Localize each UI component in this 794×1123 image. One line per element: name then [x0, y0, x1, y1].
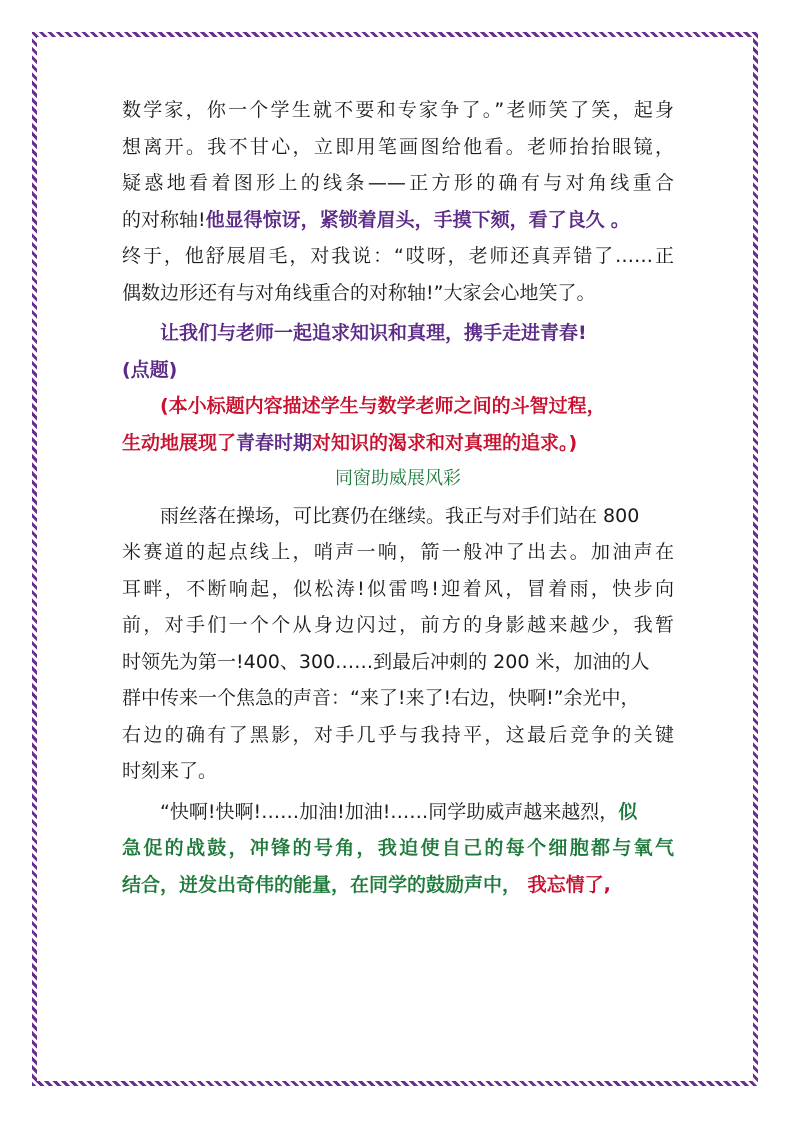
paragraph-cheer	[122, 794, 674, 904]
commentary-block	[122, 388, 674, 461]
text-line: 数学家，你一个学生就不要和专家争了。”老师笑了笑，起身	[122, 99, 674, 121]
highlight-green: 结合，迸发出奇伟的能量，在同学的鼓励声中，	[122, 873, 522, 896]
document-body	[122, 92, 674, 903]
highlight-purple-end: 。	[610, 208, 630, 231]
text-line: 右边的确有了黑影，对手几乎与我持平，这最后竞争的关键	[122, 723, 674, 746]
text-plain: 的对称轴!	[122, 208, 206, 231]
text-line: 时刻来了。	[122, 760, 218, 782]
text-line: 群中传来一个焦急的声音：“来了!来了!右边，快啊!”余光中，	[122, 687, 640, 709]
comment-line: (本小标题内容描述学生与数学老师之间的斗智过程，	[160, 395, 606, 417]
paragraph-teacher-debate	[122, 92, 674, 311]
text-line: 急促的战鼓，冲锋的号角，我迫使自己的每个细胞都与氧气	[122, 837, 674, 859]
text-line: 前，对手们一个个从身边闪过，前方的身影越来越少，我暂	[122, 614, 674, 636]
text-plain: “快啊!快啊!……加油!加油!……同学助威声越来越烈，	[160, 800, 619, 823]
comment-red: )	[568, 431, 578, 454]
theme-tag: (点题)	[122, 358, 178, 381]
text-line: 耳畔，不断响起，似松涛!似雷鸣!迎着风，冒着雨，快步向	[122, 577, 674, 600]
text-line: 终于，他舒展眉毛，对我说：“哎呀，老师还真弄错了……正	[122, 245, 674, 267]
section-subtitle: 同窗助威展风彩	[335, 468, 461, 489]
text-line: 雨丝落在操场，可比赛仍在继续。我正与对手们站在 800	[160, 504, 640, 527]
theme-line: 让我们与老师一起追求知识和真理，携手走进青春!	[160, 322, 587, 344]
text-line: 疑惑地看着图形上的线条——正方形的确有与对角线重合	[122, 172, 674, 194]
comment-line	[122, 425, 674, 462]
highlight-green: 似	[618, 800, 638, 823]
paragraph-race	[122, 498, 674, 790]
text-line	[122, 202, 674, 239]
highlight-purple: 他显得惊讶，紧锁着眉头，手摸下颏，看了良久	[205, 208, 605, 231]
text-line: 想离开。我不甘心，立即用笔画图给他看。老师抬抬眼镜，	[122, 135, 674, 158]
text-line: 时领先为第一!400、300……到最后冲刺的 200 米，加油的人	[122, 650, 650, 673]
comment-purple: 青春时期	[236, 431, 313, 454]
text-line: 偶数边形还有与对角线重合的对称轴!”大家会心地笑了。	[122, 281, 596, 304]
text-line: 米赛道的起点线上，哨声一响，箭一般冲了出去。加油声在	[122, 541, 674, 563]
text-line	[122, 867, 674, 904]
text-line	[122, 794, 674, 831]
comment-red: 对知识的渴求和对真理的追求。	[312, 431, 569, 454]
theme-statement	[122, 315, 674, 388]
comment-red: 生动地展现了	[122, 431, 237, 454]
highlight-red: 我忘情了,	[527, 873, 611, 896]
